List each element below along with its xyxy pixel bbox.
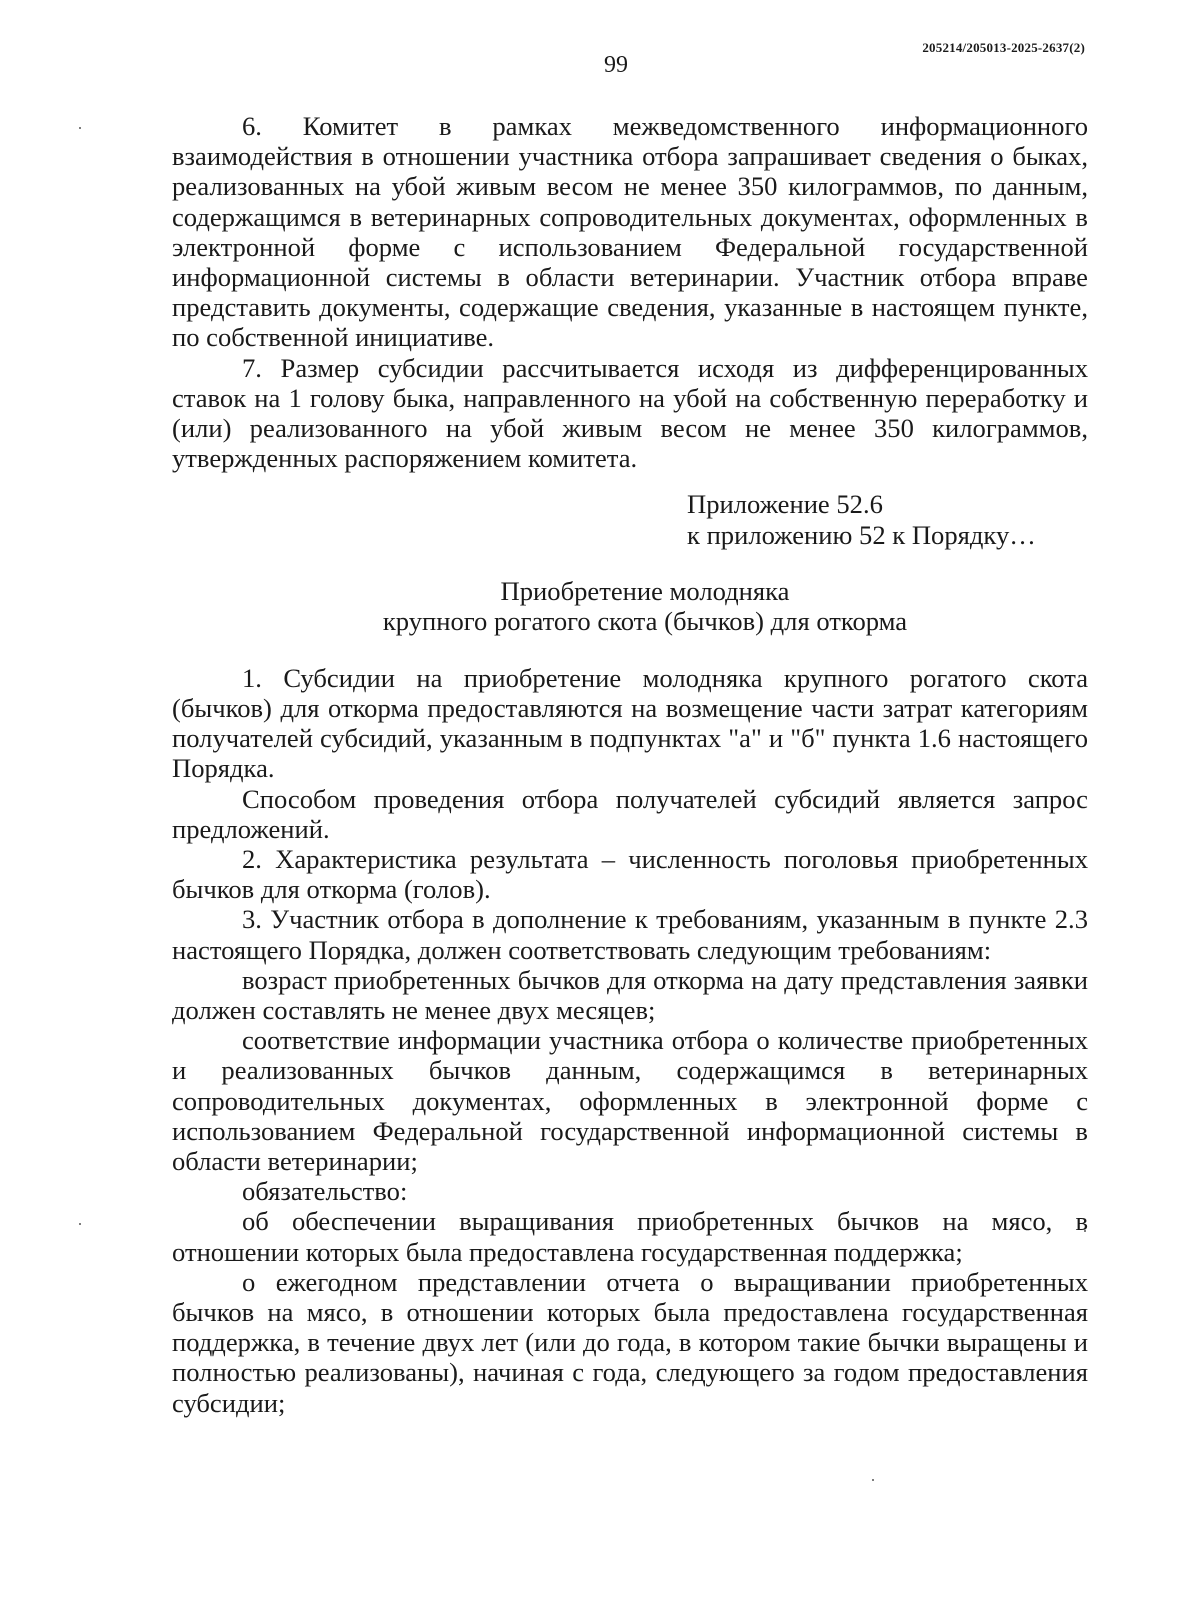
paragraph-requirement-age: возраст приобретенных бычков для откорма на дату представления заявки должен составлять не менее двух месяцев; <box>172 964 1088 1026</box>
document-body <box>172 111 1088 1418</box>
appendix-line-2: к приложению 52 к Порядку… <box>687 520 1036 551</box>
paragraph-item-2: 2. Характеристика результата – численность поголовья приобретенных бычков для откорма (голов). <box>172 844 1088 905</box>
section-title-line-1: Приобретение молодняка <box>500 575 790 606</box>
page-number: 99 <box>604 52 628 78</box>
scan-speck <box>79 1223 81 1225</box>
document-registration-number: 205214/205013-2025-2637(2) <box>922 40 1085 55</box>
paragraph-item-7: 7. Размер субсидии рассчитывается исходя из дифференцированных ставок на 1 голову быка, направленного на убой на собственную переработку и (или) реализованного на убой живым весом не менее 350 килограммов, утвержденных распоряжением комитета. <box>172 352 1088 474</box>
scan-speck <box>872 1479 874 1481</box>
paragraph-obligation-report: о ежегодном представлении отчета о выращивании приобретенных бычков на мясо, в отношении которых была предоставлена государственная поддержка, в течение двух лет (или до года, в котором такие бычки выращены и полностью реализованы), начиная с года, следующего за годом предоставления субсидии; <box>172 1266 1088 1418</box>
paragraph-item-1: 1. Субсидии на приобретение молодняка крупного рогатого скота (бычков) для откорма предоставляются на возмещение части затрат категориям получателей субсидий, указанным в подпунктах "а" и "б" пункта 1.6 настоящего Порядка. <box>172 662 1088 784</box>
paragraph-item-6: 6. Комитет в рамках межведомственного информационного взаимодействия в отношении участника отбора запрашивает сведения о быках, реализованных на убой живым весом не менее 350 килограммов, по данным, содержащимся в ветеринарных сопроводительных документах, оформленных в электронной форме с использованием Федеральной государственной информационной системы в области ветеринарии. Участник отбора вправе представить документы, содержащие сведения, указанные в настоящем пункте, по собственной инициативе. <box>172 111 1088 353</box>
appendix-reference <box>687 489 1088 550</box>
section-title <box>172 576 1088 637</box>
scan-speck <box>79 127 81 129</box>
appendix-line-1: Приложение 52.6 <box>687 489 883 520</box>
paragraph-selection-method: Способом проведения отбора получателей субсидий является запрос предложений. <box>172 783 1088 844</box>
paragraph-obligation-heading: обязательство: <box>242 1176 408 1207</box>
paragraph-item-3: 3. Участник отбора в дополнение к требованиям, указанным в пункте 2.3 настоящего Порядка, должен соответствовать следующим требованиям: <box>172 904 1088 965</box>
section-title-line-2: крупного рогатого скота (бычков) для откорма <box>382 606 908 637</box>
paragraph-requirement-compliance: соответствие информации участника отбора о количестве приобретенных и реализованных бычков данным, содержащимся в ветеринарных сопроводительных документах, оформленных в электронной форме с использованием Федеральной государственной информационной системы в области ветеринарии; <box>172 1025 1088 1177</box>
paragraph-obligation-raising: об обеспечении выращивания приобретенных бычков на мясо, в отношении которых была предоставлена государственная поддержка; <box>172 1206 1088 1267</box>
